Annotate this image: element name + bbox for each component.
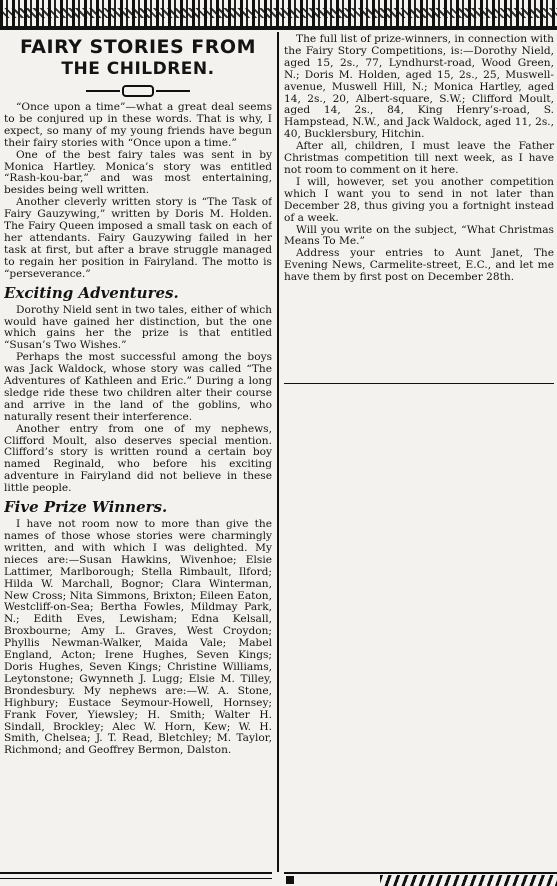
winners-paragraph-1: I have not room now to more than give the names of those whose stories were charmingly written, and with which I was delighted. My nieces are:—Susan Hawkins, Wivenhoe; Elsie Lattimer, Marlborough; Stella Rimbault, Ilford; Hilda W. Marchall, Bognor; Clara Winterman, New Cross; Nita Simmons, Brixton; Eileen Eaton, Westcliff-on-Sea; Bertha Fowles, Mildmay Park, N.; Edith Eves, Lewisham; Edna Kelsall, Broxbourne; Amy L. Graves, West Croydon; Phyllis Newman-Walker, Maida Vale; Mabel England, Acton; Irene Hughes, Seven Kings; Doris Hughes, Seven Kings; Christine Williams, Leytonstone; Gwynneth J. Lugg; Elsie M. Tilley, Brondesbury. My nephews are:—W. A. Stone, Highbury; Eustace Seymour-Howell, Hornsey; Frank Fover, Yiewsley; H. Smith; Walter H. Sindall, Brockley; Alec W. Horn, Kew; W. H. Smith, Chelsea; J. T. Read, Bletchley; M. Taylor, Richmond; and Geoffrey Bermon, Dalston.	[4, 518, 272, 757]
headline-ornament	[4, 84, 272, 98]
intro-paragraph-3: Another cleverly written story is “The Task of Fairy Gauzywing,” written by Doris M. Holden. The Fairy Queen imposed a small task on each of her attendants. Fairy Gauzywing failed in her task at first, but after a brave struggle managed to regain her position in Fairyland. The motto is “perseverance.”	[4, 196, 272, 280]
right-paragraph-3: I will, however, set you another competition which I want you to send in not later than December 28, thus giving you a fortnight instead of a week.	[284, 175, 554, 224]
bottom-hatch-pattern	[380, 875, 557, 886]
headline-line-2: THE CHILDREN.	[61, 59, 215, 79]
right-paragraph-5: Address your entries to Aunt Janet, The Evening News, Carmelite-street, E.C., and let me have them by first post on December 28th.	[284, 247, 554, 284]
top-decorative-border	[0, 0, 557, 28]
bottom-border	[0, 872, 557, 886]
right-paragraph-4: Will you write on the subject, “What Christmas Means To Me.”	[284, 223, 554, 248]
right-paragraph-1: The full list of prize-winners, in connection with the Fairy Story Competitions, is:—Dorothy Nield, aged 15, 2s., 77, Lyndhurst-road, Wood Green, N.; Doris M. Holden, aged 15, 2s., 25, Muswell-avenue, Muswell Hill, N.; Monica Hartley, aged 14, 2s., 20, Albert-square, S.W.; Clifford Moult, aged 14, 2s., 84, King Henry’s-road, S. Hampstead, N.W., and Jack Waldock, aged 11, 2s., 40, Bucklersbury, Hitchin.	[284, 34, 554, 141]
right-column	[284, 34, 554, 384]
intro-paragraph-1: “Once upon a time”—what a great deal seems to be conjured up in these words. That is why, I expect, so many of my young friends have begun their fairy stories with “Once upon a time.”	[4, 101, 272, 149]
subhead-exciting-adventures: Exciting Adventures.	[4, 283, 179, 302]
right-paragraph-2: After all, children, I must leave the Father Christmas competition till next week, as I have not room to comment on it here.	[284, 140, 554, 176]
exciting-paragraph-2: Perhaps the most successful among the boys was Jack Waldock, whose story was called “The Adventures of Kathleen and Eric.” During a long sledge ride these two children alter their course and arrive in the land of the goblins, who naturally resent their interference.	[4, 351, 272, 423]
top-rule	[0, 28, 557, 30]
subhead-five-prize-winners: Five Prize Winners.	[4, 498, 168, 517]
column-divider	[277, 32, 279, 872]
top-border-pattern	[0, 8, 557, 18]
exciting-paragraph-3: Another entry from one of my nephews, Clifford Moult, also deserves special mention. Clifford’s story is written round a certain boy named Reginald, who before his exciting adventure in Fairyland did not believe in these little people.	[4, 422, 272, 495]
bottom-block-icon	[286, 876, 294, 884]
left-column	[4, 34, 272, 872]
headline-line-1: FAIRY STORIES FROM	[20, 36, 256, 58]
ornament-knot-icon	[122, 85, 154, 97]
right-column-end-rule	[284, 383, 554, 384]
exciting-paragraph-1: Dorothy Nield sent in two tales, either of which would have gained her distinction, but the one which gains her the prize is that entitled “Susan’s Two Wishes.”	[4, 303, 272, 352]
article-headline	[4, 36, 272, 80]
intro-paragraph-2: One of the best fairy tales was sent in by Monica Hartley. Monica’s story was entitled “Rash-kou-bar,” and was most entertaining, besides being well written.	[4, 148, 272, 197]
